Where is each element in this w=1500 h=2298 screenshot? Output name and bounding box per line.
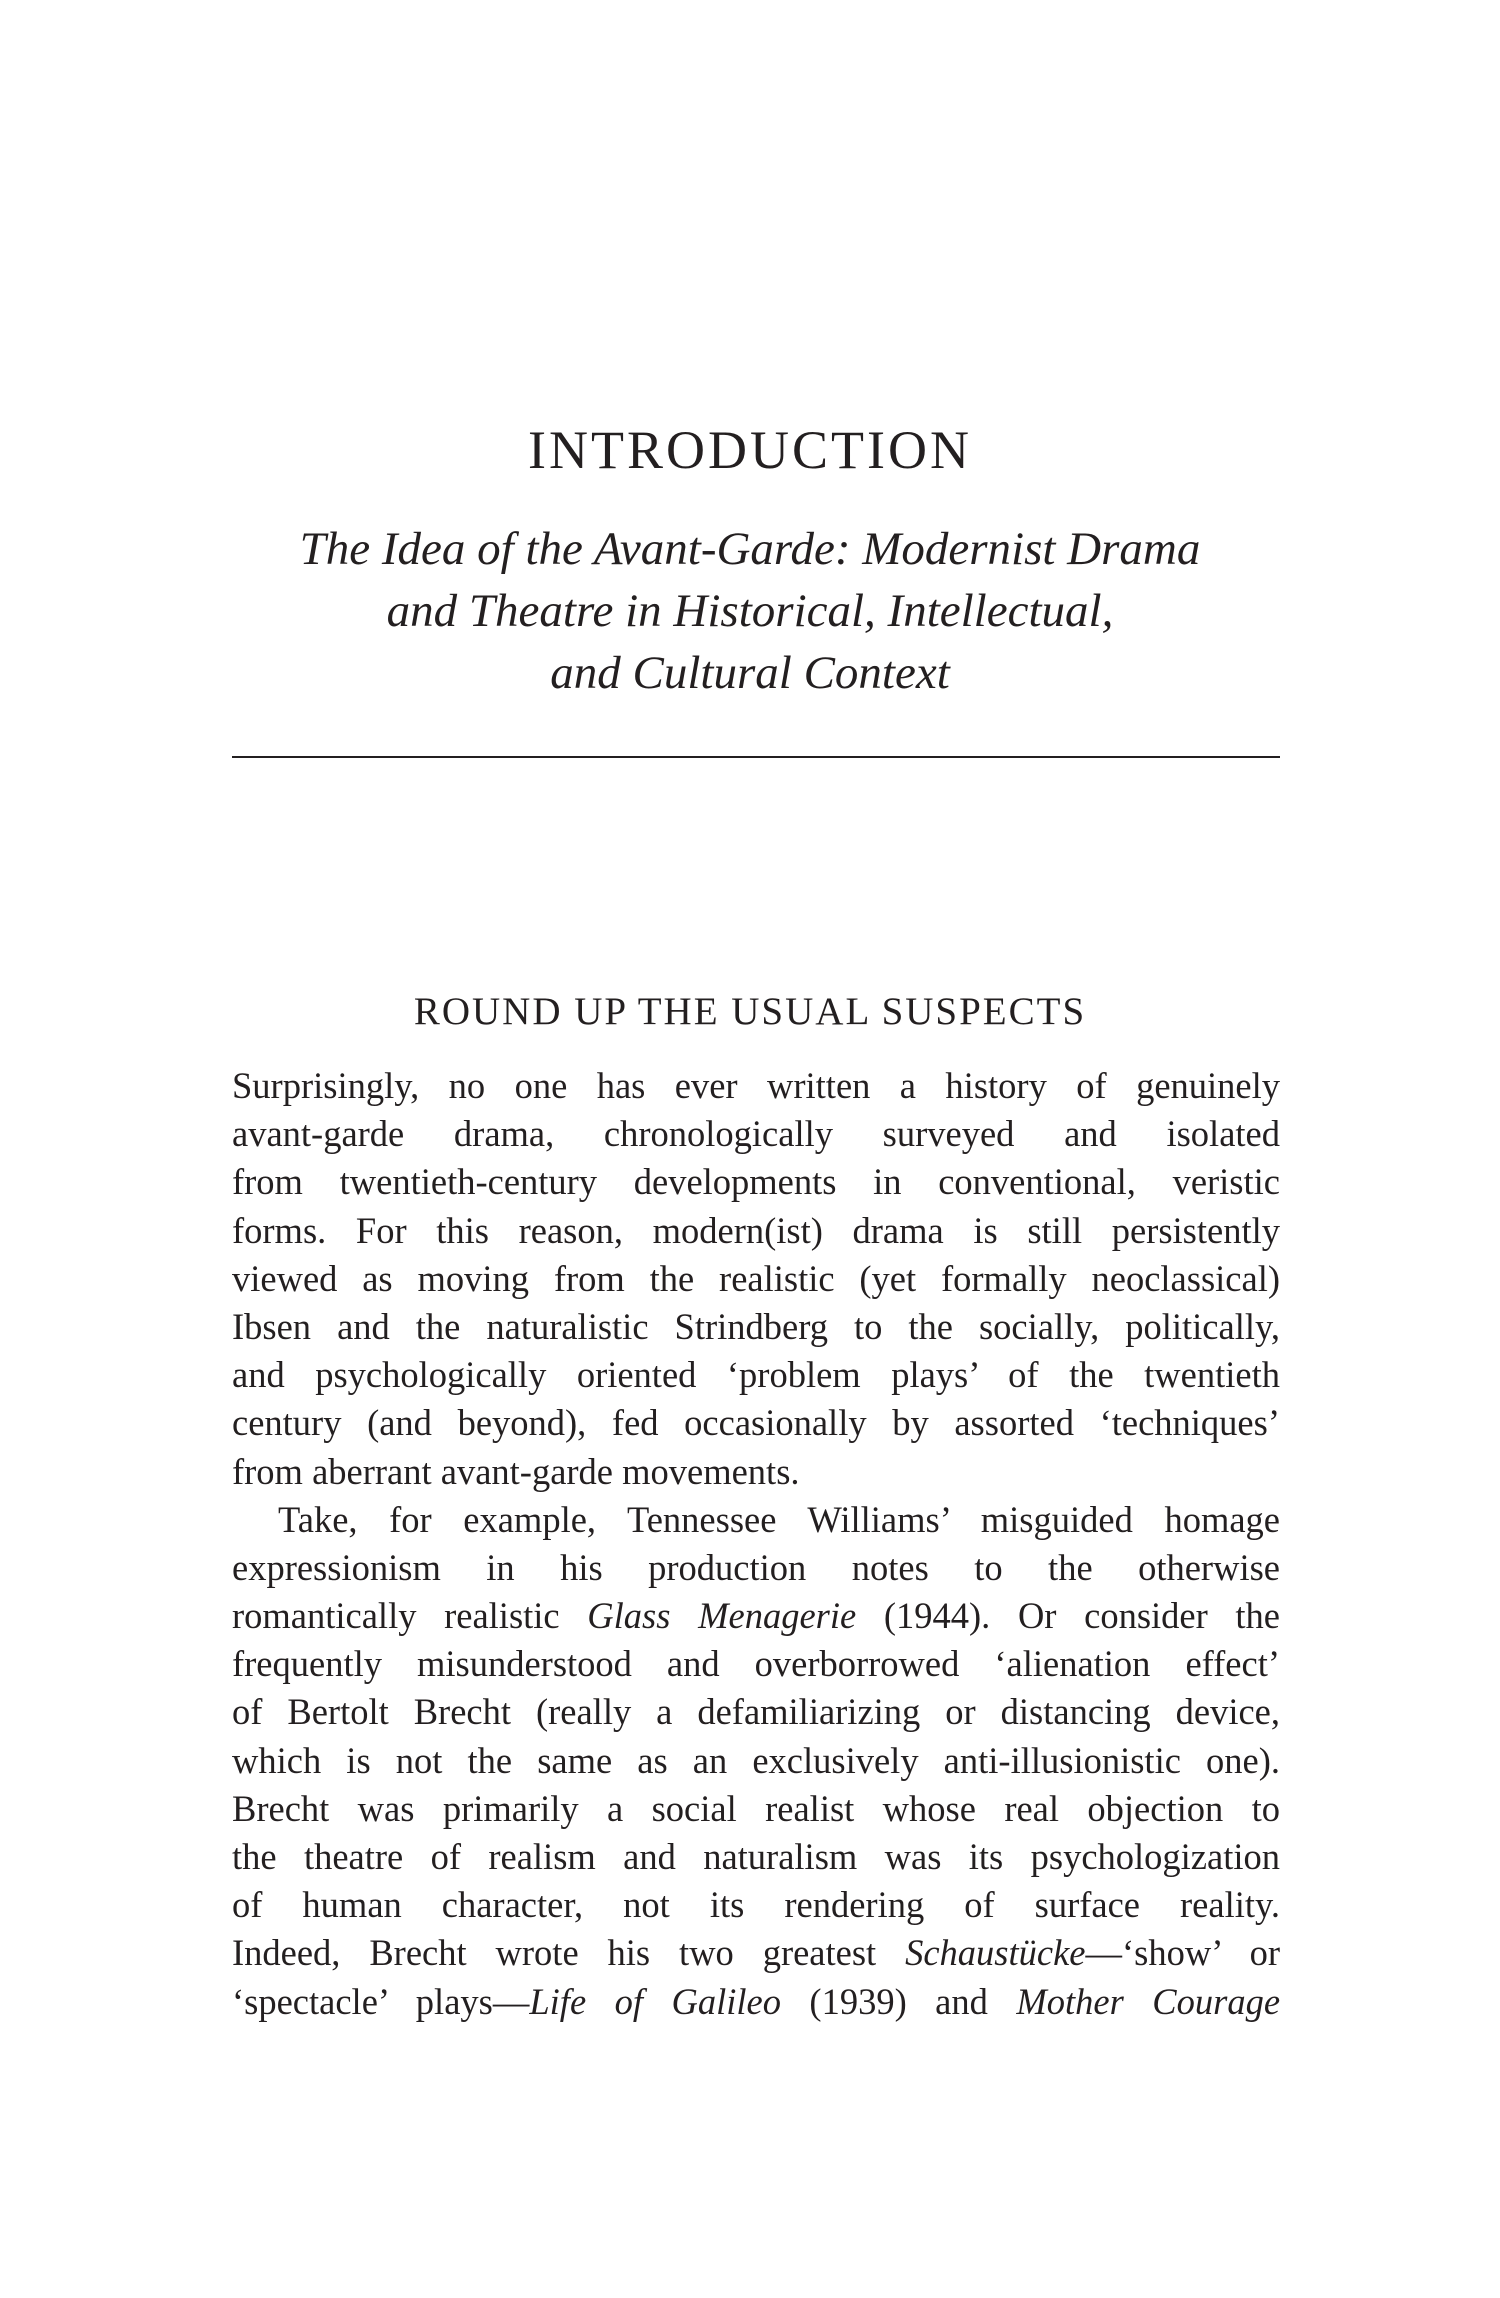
text-line: of Bertolt Brecht (really a defamiliarizing or distancing device,: [232, 1691, 1280, 1733]
text-line: [232, 1929, 1280, 1977]
subtitle-line: and Theatre in Historical, Intellectual,: [386, 585, 1114, 637]
text-line: which is not the same as an exclusively anti-illusionistic one).: [232, 1739, 1280, 1781]
italic-term: Schaustücke: [905, 1932, 1086, 1974]
text-run: ‘spectacle’ plays—: [232, 1980, 530, 2022]
paragraph-2: [232, 1496, 1280, 2026]
chapter-title: INTRODUCTION: [528, 420, 972, 480]
text-line: Surprisingly, no one has ever written a history of genuinely: [232, 1065, 1280, 1106]
text-run: —‘show’ or: [1085, 1932, 1280, 1974]
subtitle-line: The Idea of the Avant-Garde: Modernist Drama: [299, 523, 1201, 575]
text-run: Indeed, Brecht wrote his two greatest: [232, 1932, 906, 1974]
text-line: and psychologically oriented ‘problem plays’ of the twentieth: [232, 1354, 1280, 1396]
subtitle-line: and Cultural Context: [550, 647, 950, 699]
italic-title: Life of Galileo: [529, 1980, 781, 2022]
text-line: forms. For this reason, modern(ist) drama is still persistently: [232, 1209, 1280, 1251]
text-line: frequently misunderstood and overborrowed ‘alienation effect’: [232, 1643, 1280, 1685]
text-line: Ibsen and the naturalistic Strindberg to the socially, politically,: [232, 1305, 1280, 1347]
title-divider-rule: [232, 756, 1280, 758]
text-line: the theatre of realism and naturalism was its psychologization: [232, 1836, 1280, 1877]
text-line: expressionism in his production notes to the otherwise: [232, 1546, 1280, 1588]
paragraph-1: [232, 1062, 1280, 1496]
body-text: [232, 1062, 1280, 2026]
text-run: romantically realistic: [232, 1595, 588, 1637]
text-line: Brecht was primarily a social realist whose real objection to: [232, 1787, 1280, 1829]
text-line: of human character, not its rendering of surface reality.: [232, 1884, 1280, 1926]
text-line: Take, for example, Tennessee Williams’ misguided homage: [278, 1498, 1280, 1540]
italic-title: Mother Courage: [1016, 1980, 1281, 2022]
text-run: (1944). Or consider the: [856, 1595, 1281, 1637]
text-line: from aberrant avant-garde movements.: [232, 1450, 800, 1492]
text-line: avant-garde drama, chronologically surveyed and isolated: [232, 1113, 1280, 1155]
text-line: viewed as moving from the realistic (yet formally neoclassical): [232, 1257, 1280, 1299]
section-heading: ROUND UP THE USUAL SUSPECTS: [413, 990, 1087, 1033]
text-line: [232, 1978, 1280, 2026]
text-run: (1939) and: [780, 1980, 1017, 2022]
text-line: [232, 1592, 1280, 1640]
chapter-subtitle: [230, 518, 1270, 704]
text-line: century (and beyond), fed occasionally by assorted ‘techniques’: [232, 1402, 1280, 1444]
text-line: from twentieth-century developments in conventional, veristic: [232, 1161, 1280, 1203]
italic-title: Glass Menagerie: [587, 1595, 857, 1637]
